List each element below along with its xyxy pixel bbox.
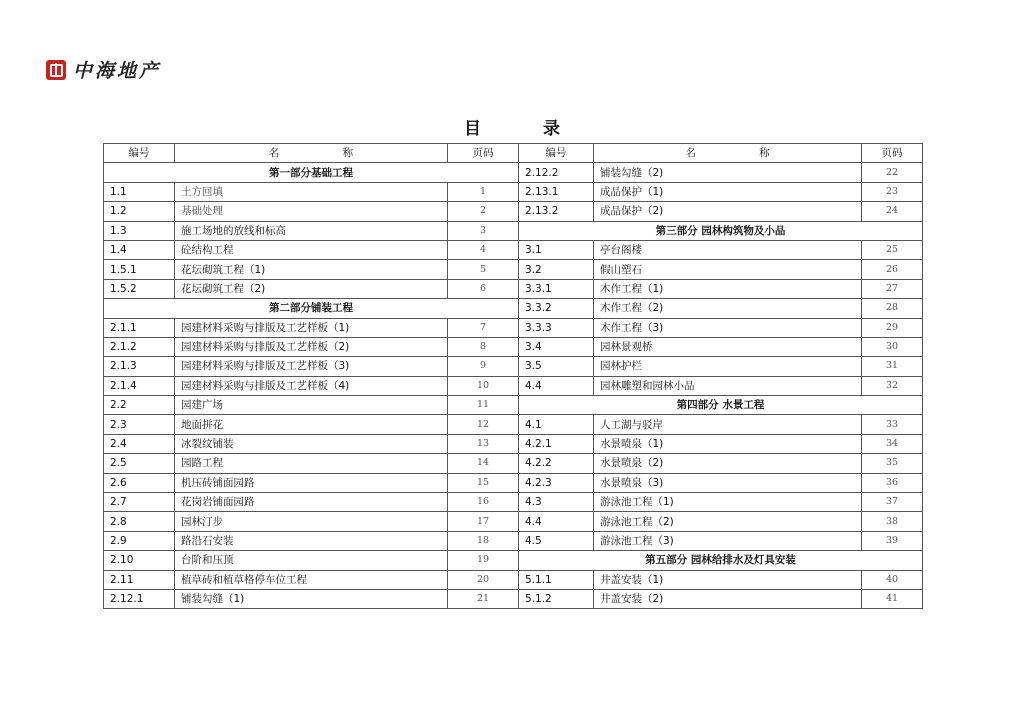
- entry-name: 水景喷泉（3): [594, 473, 862, 492]
- entry-name: 成品保护（2): [594, 202, 862, 221]
- entry-name: 园林雕塑和园林小品: [594, 376, 862, 395]
- entry-page: 5: [448, 260, 519, 279]
- header-name-2: 名 称: [594, 144, 862, 163]
- entry-page: 24: [862, 202, 923, 221]
- section-heading: 第五部分 园林给排水及灯具安装: [519, 551, 923, 570]
- table-row: [104, 512, 923, 531]
- entry-page: 21: [448, 589, 519, 608]
- table-row: [104, 337, 923, 356]
- entry-name: 冰裂纹铺装: [175, 434, 448, 453]
- entry-name: 园林汀步: [175, 512, 448, 531]
- entry-name: 铺装勾缝（1): [175, 589, 448, 608]
- entry-name: 施工场地的放线和标高: [175, 221, 448, 240]
- entry-number: 2.6: [104, 473, 175, 492]
- entry-name: 园建材料采购与排版及工艺样板（1): [175, 318, 448, 337]
- entry-page: 17: [448, 512, 519, 531]
- entry-name: 园建材料采购与排版及工艺样板（4): [175, 376, 448, 395]
- entry-number: 1.2: [104, 202, 175, 221]
- entry-number: 2.8: [104, 512, 175, 531]
- table-row: [104, 415, 923, 434]
- entry-name: 园林护栏: [594, 357, 862, 376]
- entry-number: 1.5.2: [104, 279, 175, 298]
- header-page: 页码: [448, 144, 519, 163]
- entry-name: 台阶和压顶: [175, 551, 448, 570]
- entry-number: 3.1: [519, 240, 594, 259]
- entry-number: 2.1.3: [104, 357, 175, 376]
- entry-name: 土方回填: [175, 182, 448, 201]
- table-row: [104, 357, 923, 376]
- entry-page: 26: [862, 260, 923, 279]
- entry-number: 2.2: [104, 396, 175, 415]
- entry-page: 16: [448, 493, 519, 512]
- entry-number: 2.1.2: [104, 337, 175, 356]
- entry-page: 14: [448, 454, 519, 473]
- entry-name: 木作工程（2): [594, 299, 862, 318]
- entry-name: 水景喷泉（2): [594, 454, 862, 473]
- entry-number: 2.5: [104, 454, 175, 473]
- entry-name: 亭台阁楼: [594, 240, 862, 259]
- table-row: [104, 434, 923, 453]
- entry-number: 2.3: [104, 415, 175, 434]
- entry-name: 花岗岩铺面园路: [175, 493, 448, 512]
- entry-name: 园林景观桥: [594, 337, 862, 356]
- entry-number: 3.3.1: [519, 279, 594, 298]
- entry-page: 32: [862, 376, 923, 395]
- entry-number: 2.12.1: [104, 589, 175, 608]
- entry-page: 18: [448, 531, 519, 550]
- entry-page: 11: [448, 396, 519, 415]
- table-row: [104, 454, 923, 473]
- entry-number: 4.4: [519, 376, 594, 395]
- entry-number: 2.13.1: [519, 182, 594, 201]
- entry-name: 游泳池工程（1): [594, 493, 862, 512]
- entry-page: 34: [862, 434, 923, 453]
- entry-name: 园路工程: [175, 454, 448, 473]
- entry-number: 1.3: [104, 221, 175, 240]
- entry-name: 基础处理: [175, 202, 448, 221]
- header-number-2: 编号: [519, 144, 594, 163]
- entry-name: 植草砖和植草格停车位工程: [175, 570, 448, 589]
- section-heading: 第四部分 水景工程: [519, 396, 923, 415]
- entry-page: 27: [862, 279, 923, 298]
- entry-page: 7: [448, 318, 519, 337]
- entry-number: 4.4: [519, 512, 594, 531]
- table-row: [104, 260, 923, 279]
- entry-number: 2.11: [104, 570, 175, 589]
- entry-number: 2.7: [104, 493, 175, 512]
- entry-number: 3.4: [519, 337, 594, 356]
- entry-page: 36: [862, 473, 923, 492]
- entry-name: 砼结构工程: [175, 240, 448, 259]
- table-row: [104, 396, 923, 415]
- table-row: [104, 240, 923, 259]
- entry-page: 6: [448, 279, 519, 298]
- entry-page: 15: [448, 473, 519, 492]
- entry-number: 2.9: [104, 531, 175, 550]
- table-row: [104, 279, 923, 298]
- entry-page: 23: [862, 182, 923, 201]
- table-row: [104, 493, 923, 512]
- section-heading: 第三部分 园林构筑物及小品: [519, 221, 923, 240]
- entry-page: 12: [448, 415, 519, 434]
- table-row: [104, 589, 923, 608]
- toc-table: [103, 143, 923, 609]
- entry-number: 5.1.1: [519, 570, 594, 589]
- entry-page: 8: [448, 337, 519, 356]
- entry-page: 3: [448, 221, 519, 240]
- entry-page: 13: [448, 434, 519, 453]
- entry-name: 木作工程（3): [594, 318, 862, 337]
- entry-page: 25: [862, 240, 923, 259]
- entry-page: 10: [448, 376, 519, 395]
- entry-number: 2.13.2: [519, 202, 594, 221]
- entry-page: 28: [862, 299, 923, 318]
- entry-name: 人工湖与驳岸: [594, 415, 862, 434]
- header-name: 名 称: [175, 144, 448, 163]
- entry-page: 37: [862, 493, 923, 512]
- header-page-2: 页码: [862, 144, 923, 163]
- table-row: [104, 221, 923, 240]
- entry-name: 路沿石安装: [175, 531, 448, 550]
- entry-name: 假山塑石: [594, 260, 862, 279]
- table-row: [104, 376, 923, 395]
- table-row: [104, 570, 923, 589]
- entry-page: 4: [448, 240, 519, 259]
- entry-name: 地面拼花: [175, 415, 448, 434]
- entry-number: 4.3: [519, 493, 594, 512]
- entry-page: 35: [862, 454, 923, 473]
- entry-number: 2.1.4: [104, 376, 175, 395]
- entry-name: 园建材料采购与排版及工艺样板（2): [175, 337, 448, 356]
- entry-page: 31: [862, 357, 923, 376]
- entry-name: 机压砖铺面园路: [175, 473, 448, 492]
- entry-name: 井盖安装（2): [594, 589, 862, 608]
- entry-number: 3.3.3: [519, 318, 594, 337]
- entry-name: 花坛砌筑工程（1): [175, 260, 448, 279]
- entry-page: 29: [862, 318, 923, 337]
- entry-name: 游泳池工程（2): [594, 512, 862, 531]
- table-row: [104, 299, 923, 318]
- entry-number: 5.1.2: [519, 589, 594, 608]
- entry-page: 19: [448, 551, 519, 570]
- entry-number: 2.12.2: [519, 163, 594, 182]
- entry-number: 1.1: [104, 182, 175, 201]
- entry-number: 3.2: [519, 260, 594, 279]
- logo-icon: [46, 60, 66, 80]
- entry-page: 22: [862, 163, 923, 182]
- entry-page: 30: [862, 337, 923, 356]
- entry-page: 9: [448, 357, 519, 376]
- entry-page: 1: [448, 182, 519, 201]
- entry-number: 4.2.2: [519, 454, 594, 473]
- entry-name: 成品保护（1): [594, 182, 862, 201]
- entry-number: 1.4: [104, 240, 175, 259]
- entry-number: 1.5.1: [104, 260, 175, 279]
- entry-page: 41: [862, 589, 923, 608]
- table-row: [104, 318, 923, 337]
- section-heading: 第二部分铺装工程: [104, 299, 519, 318]
- entry-number: 4.2.1: [519, 434, 594, 453]
- entry-number: 4.2.3: [519, 473, 594, 492]
- entry-name: 木作工程（1): [594, 279, 862, 298]
- entry-page: 40: [862, 570, 923, 589]
- table-row: [104, 163, 923, 182]
- entry-name: 园建广场: [175, 396, 448, 415]
- company-logo: [46, 56, 161, 83]
- table-row: [104, 473, 923, 492]
- entry-name: 花坛砌筑工程（2): [175, 279, 448, 298]
- entry-name: 铺装勾缝（2): [594, 163, 862, 182]
- entry-number: 3.5: [519, 357, 594, 376]
- header-number: 编号: [104, 144, 175, 163]
- entry-number: 4.5: [519, 531, 594, 550]
- table-row: [104, 182, 923, 201]
- entry-number: 2.1.1: [104, 318, 175, 337]
- entry-number: 3.3.2: [519, 299, 594, 318]
- entry-number: 4.1: [519, 415, 594, 434]
- page-title: 目 录: [464, 119, 588, 139]
- entry-page: 20: [448, 570, 519, 589]
- table-row: [104, 202, 923, 221]
- entry-name: 井盖安装（1): [594, 570, 862, 589]
- table-row: [104, 551, 923, 570]
- table-header-row: [104, 144, 923, 163]
- entry-name: 游泳池工程（3): [594, 531, 862, 550]
- entry-number: 2.4: [104, 434, 175, 453]
- logo-text: 中海地产: [73, 60, 162, 82]
- entry-page: 39: [862, 531, 923, 550]
- entry-name: 水景喷泉（1): [594, 434, 862, 453]
- entry-page: 38: [862, 512, 923, 531]
- entry-page: 2: [448, 202, 519, 221]
- table-row: [104, 531, 923, 550]
- entry-number: 2.10: [104, 551, 175, 570]
- section-heading: 第一部分基础工程: [104, 163, 519, 182]
- entry-name: 园建材料采购与排版及工艺样板（3): [175, 357, 448, 376]
- entry-page: 33: [862, 415, 923, 434]
